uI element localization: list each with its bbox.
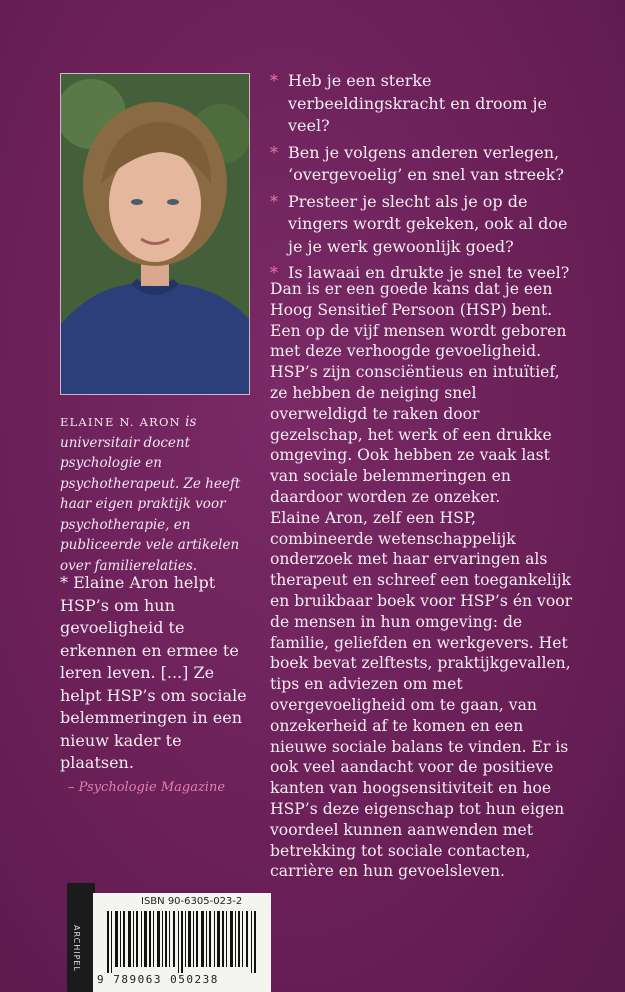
blurb-text: [270, 279, 576, 882]
publisher-logo-strip: [67, 883, 95, 992]
press-quote: [60, 572, 250, 799]
asterisk-bullet: *: [270, 142, 278, 162]
author-photo: [60, 73, 250, 395]
author-name: ELAINE N. ARON: [60, 415, 181, 429]
asterisk-bullet: *: [270, 191, 278, 211]
blurb-paragraph: Dan is er een goede kans dat je een Hoog Sensitief Persoon (HSP) bent. Een op de vijf mensen wordt geboren met deze verhoogde gevoeligheid. HSP’s zijn consciëntieus en intuïtief, ze hebben de neiging snel overweldigd te raken door gezelschap, het werk of een drukke omgeving. Ook hebben ze vaak last van sociale belemmeringen en daardoor worden ze onzeker.: [270, 280, 567, 506]
publisher-name: ARCHIPEL: [72, 925, 81, 972]
question-item: * Is lawaai en drukte je snel te veel?: [270, 262, 570, 285]
press-quote-text: * Elaine Aron helpt HSP’s om hun gevoeligheid te erkennen en ermee te leren leven. [...] Ze helpt HSP’s om sociale belemmeringen in een nieuw kader te plaatsen.: [60, 573, 247, 772]
question-list: [270, 70, 570, 289]
barcode-area: [67, 883, 272, 992]
press-quote-source: – Psychologie Magazine: [68, 779, 226, 795]
author-portrait-illustration: [61, 74, 249, 394]
asterisk-bullet: *: [270, 71, 278, 90]
barcode-digits: 9 789063 050238: [97, 973, 219, 986]
barcode-icon: [107, 911, 257, 973]
question-item: * Heb je een sterke verbeeldingskracht en droom je veel?: [270, 71, 547, 135]
isbn-text: ISBN 90-6305-023-2: [141, 896, 243, 907]
barcode-label: [93, 893, 271, 992]
question-item: * Ben je volgens anderen verlegen, ‘overgevoelig’ en snel van streek?: [270, 142, 564, 184]
author-bio-text: is universitair docent psychologie en psychotherapeut. Ze heeft haar eigen praktijk voor psychotherapie, en publiceerde vele artikelen over familierelaties.: [60, 414, 241, 574]
asterisk-bullet: *: [270, 263, 278, 282]
blurb-paragraph: Elaine Aron, zelf een HSP, combineerde wetenschappelijk onderzoek met haar ervaringen als therapeut en schreef een toegankelijk en bruikbaar boek voor HSP’s én voor de mensen in hun omgeving: de familie, geliefden en werkgevers. Het boek bevat zelftests, praktijkgevallen, tips en adviezen om met overgevoeligheid om te gaan, van onzekerheid af te komen en een nieuwe sociale balans te vinden. Er is ook veel aandacht voor de positieve kanten van hoogsensitiviteit en hoe HSP’s deze eigenschap tot hun eigen voordeel kunnen aanwenden met betrekking tot sociale contacten, carrière en hun gevoelsleven.: [270, 508, 573, 881]
author-bio: [60, 412, 256, 576]
question-item: * Presteer je slecht als je op de vingers wordt gekeken, ook al doe je je werk gewoonlijk goed?: [270, 191, 568, 256]
